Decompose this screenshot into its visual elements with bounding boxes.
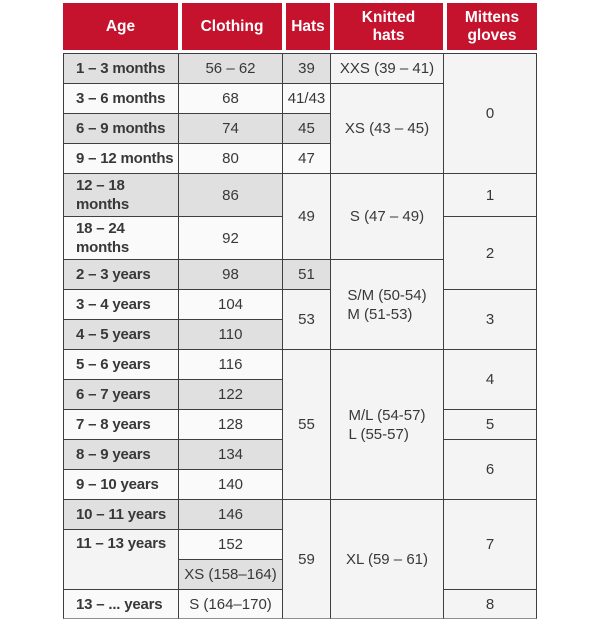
cell-mittens: 2 [443, 216, 537, 289]
cell-age: 18 – 24 months [63, 216, 178, 259]
cell-mittens: 0 [443, 53, 537, 173]
cell-hats: 39 [282, 53, 330, 83]
cell-clothing: 122 [178, 379, 282, 409]
cell-mittens: 7 [443, 499, 537, 589]
column-header-label: gloves [467, 26, 517, 44]
cell-clothing: 128 [178, 409, 282, 439]
cell-knitted: S (47 – 49) [330, 173, 443, 259]
cell-age: 9 – 12 months [63, 143, 178, 173]
cell-clothing: 134 [178, 439, 282, 469]
column-header-age [63, 3, 178, 53]
cell-clothing: 146 [178, 499, 282, 529]
cell-age: 6 – 9 months [63, 113, 178, 143]
column-header-label: Clothing [200, 17, 264, 35]
cell-age: 8 – 9 years [63, 439, 178, 469]
column-header-clothing [178, 3, 282, 53]
cell-age: 12 – 18 months [63, 173, 178, 216]
column-header-hats [282, 3, 330, 53]
cell-knitted [330, 259, 443, 349]
cell-clothing: 86 [178, 173, 282, 216]
table-row [63, 289, 537, 319]
column-header-mittens [443, 3, 537, 53]
cell-mittens: 6 [443, 439, 537, 499]
cell-hats: 53 [282, 289, 330, 349]
cell-hats: 41/43 [282, 83, 330, 113]
cell-age: 4 – 5 years [63, 319, 178, 349]
cell-mittens: 8 [443, 589, 537, 619]
column-header-knitted [330, 3, 443, 53]
cell-age: 7 – 8 years [63, 409, 178, 439]
column-header-label: hats [372, 26, 405, 44]
header-row [63, 3, 537, 53]
cell-age: 1 – 3 months [63, 53, 178, 83]
cell-clothing: 140 [178, 469, 282, 499]
column-header-label: Knitted [361, 8, 416, 26]
cell-hats: 51 [282, 259, 330, 289]
column-header-label: Age [105, 17, 136, 35]
table-body [63, 53, 537, 619]
column-header-label: Mittens [464, 8, 520, 26]
cell-multiline-text: S/M (50-54) M (51-53) [347, 286, 427, 323]
size-chart [63, 3, 537, 619]
table-row [63, 173, 537, 216]
cell-clothing: 92 [178, 216, 282, 259]
cell-knitted [330, 349, 443, 499]
cell-clothing: 74 [178, 113, 282, 143]
table-header [63, 3, 537, 53]
cell-mittens: 1 [443, 173, 537, 216]
cell-age: 3 – 4 years [63, 289, 178, 319]
cell-clothing: 98 [178, 259, 282, 289]
cell-age: 11 – 13 years [63, 529, 178, 589]
size-chart-table [63, 3, 537, 619]
cell-age: 3 – 6 months [63, 83, 178, 113]
cell-mittens: 3 [443, 289, 537, 349]
cell-mittens: 4 [443, 349, 537, 409]
cell-hats: 59 [282, 499, 330, 619]
table-row [63, 499, 537, 529]
cell-clothing: 68 [178, 83, 282, 113]
cell-clothing: 104 [178, 289, 282, 319]
cell-knitted: XXS (39 – 41) [330, 53, 443, 83]
cell-age: 9 – 10 years [63, 469, 178, 499]
cell-mittens: 5 [443, 409, 537, 439]
cell-hats: 55 [282, 349, 330, 499]
cell-knitted: XS (43 – 45) [330, 83, 443, 173]
cell-age: 2 – 3 years [63, 259, 178, 289]
cell-multiline-text: M/L (54-57) L (55-57) [348, 406, 426, 443]
cell-age: 6 – 7 years [63, 379, 178, 409]
cell-hats: 49 [282, 173, 330, 259]
column-header-label: Hats [291, 17, 325, 35]
cell-clothing: XS (158–164) [178, 559, 282, 589]
cell-knitted: XL (59 – 61) [330, 499, 443, 619]
cell-age: 5 – 6 years [63, 349, 178, 379]
cell-clothing: 80 [178, 143, 282, 173]
table-row [63, 53, 537, 83]
cell-age: 10 – 11 years [63, 499, 178, 529]
cell-clothing: 110 [178, 319, 282, 349]
cell-clothing: 116 [178, 349, 282, 379]
cell-hats: 47 [282, 143, 330, 173]
cell-clothing: 152 [178, 529, 282, 559]
cell-hats: 45 [282, 113, 330, 143]
cell-clothing: 56 – 62 [178, 53, 282, 83]
table-row [63, 349, 537, 379]
cell-age: 13 – ... years [63, 589, 178, 619]
cell-clothing: S (164–170) [178, 589, 282, 619]
